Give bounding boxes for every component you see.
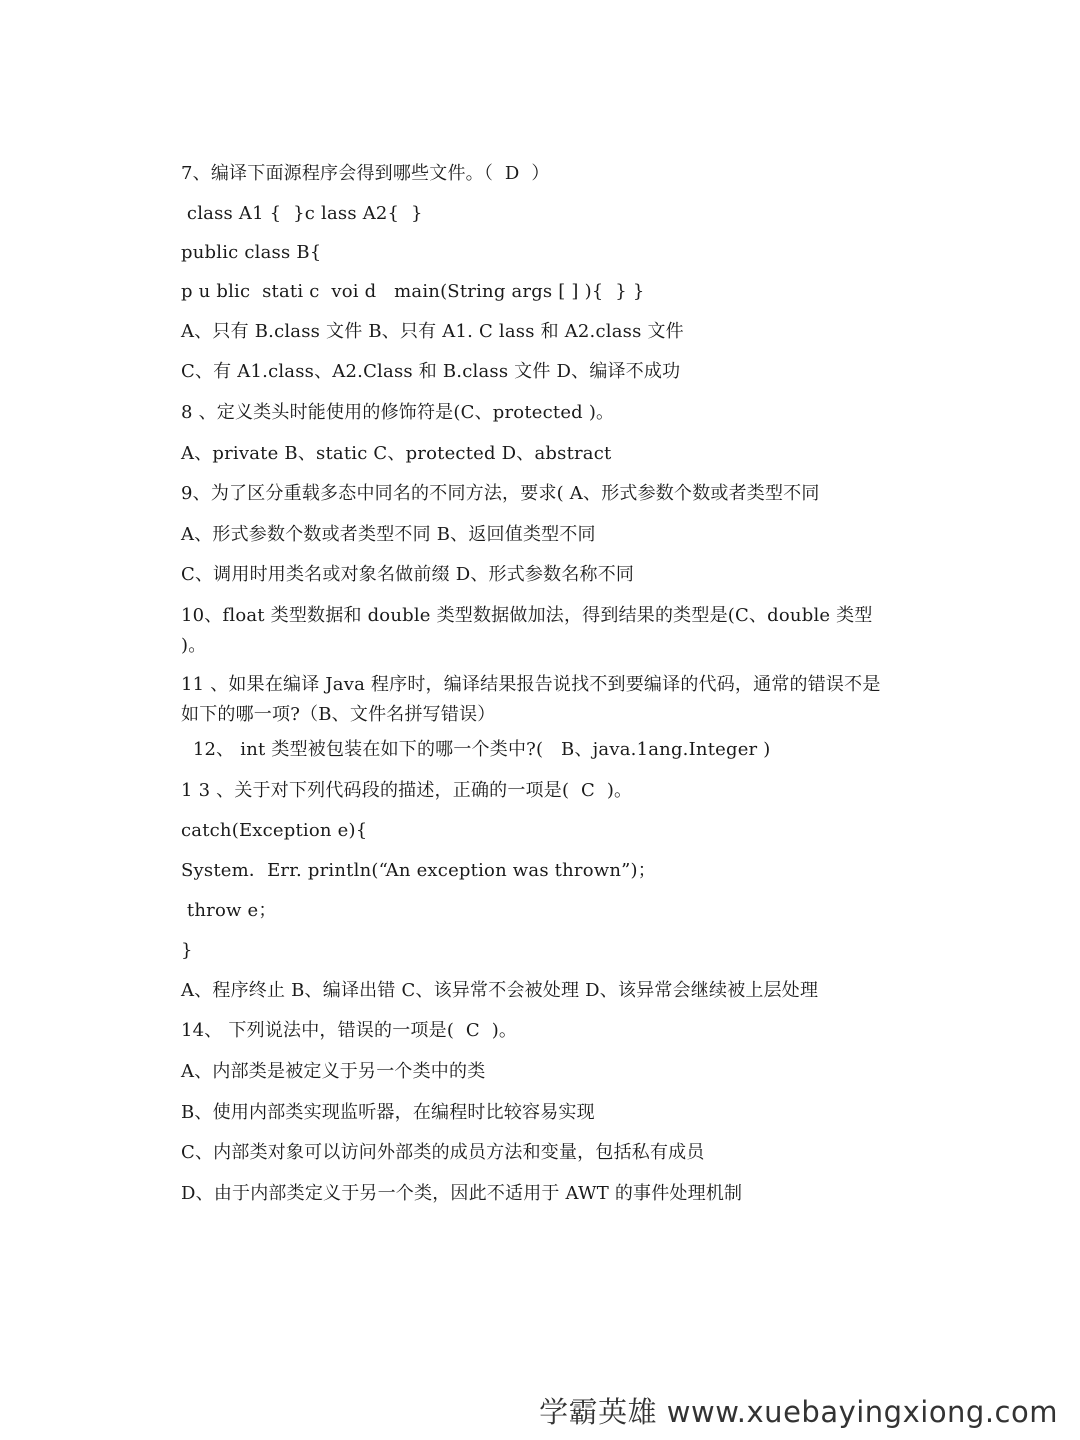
question-14-option-a: A、内部类是被定义于另一个类中的类 <box>181 1061 486 1082</box>
question-7-options-ab: A、只有 B.class 文件 B、只有 A1. C lass 和 A2.class 文件 <box>181 321 684 342</box>
question-11-stem: 11 、如果在编译 Java 程序时，编译结果报告说找不到要编译的代码，通常的错误不是如下的哪一项?（B、文件名拼写错误） <box>181 674 881 725</box>
code-line-catch: catch(Exception e){ <box>181 820 368 841</box>
question-12-stem: 12、 int 类型被包装在如下的哪一个类中?( B、java.1ang.Integer ) <box>181 739 771 760</box>
question-14-option-b: B、使用内部类实现监听器，在编程时比较容易实现 <box>181 1102 595 1123</box>
question-14-option-d: D、由于内部类定义于另一个类，因此不适用于 AWT 的事件处理机制 <box>181 1183 743 1204</box>
code-line-public-class: public class B{ <box>181 242 322 263</box>
code-line-main: p u blic stati c voi d main(String args [ ] ){ } } <box>181 281 645 302</box>
question-14-option-c: C、内部类对象可以访问外部类的成员方法和变量，包括私有成员 <box>181 1142 705 1163</box>
question-10-stem: 10、float 类型数据和 double 类型数据做加法，得到结果的类型是(C、double 类型 )。 <box>181 605 873 656</box>
question-13-stem: 1 3 、关于对下列代码段的描述，正确的一项是( C )。 <box>181 780 633 801</box>
footer-watermark: 学霸英雄 www.xuebayingxiong.com <box>539 1395 1058 1429</box>
question-9-stem: 9、为了区分重载多态中同名的不同方法，要求( A、形式参数个数或者类型不同 <box>181 483 820 504</box>
question-9-options-cd: C、调用时用类名或对象名做前缀 D、形式参数名称不同 <box>181 564 635 585</box>
question-14-stem: 14、 下列说法中，错误的一项是( C )。 <box>181 1020 518 1041</box>
question-7-options-cd: C、有 A1.class、A2.Class 和 B.class 文件 D、编译不成功 <box>181 361 681 382</box>
code-line-println: System．Err. println(“An exception was thrown”)； <box>181 860 656 881</box>
question-8-options: A、private B、static C、protected D、abstract <box>181 443 612 464</box>
code-line-classes: class A1 { }c lass A2{ } <box>181 203 423 224</box>
question-13-options: A、程序终止 B、编译出错 C、该异常不会被处理 D、该异常会继续被上层处理 <box>181 980 819 1001</box>
question-8-stem: 8 、定义类头时能使用的修饰符是(C、protected )。 <box>181 402 615 423</box>
question-9-options-ab: A、形式参数个数或者类型不同 B、返回值类型不同 <box>181 524 596 545</box>
question-7-stem: 7、编译下面源程序会得到哪些文件。（ D ） <box>181 163 550 184</box>
code-line-close-brace: } <box>181 940 193 961</box>
code-line-throw: throw e； <box>181 900 277 921</box>
